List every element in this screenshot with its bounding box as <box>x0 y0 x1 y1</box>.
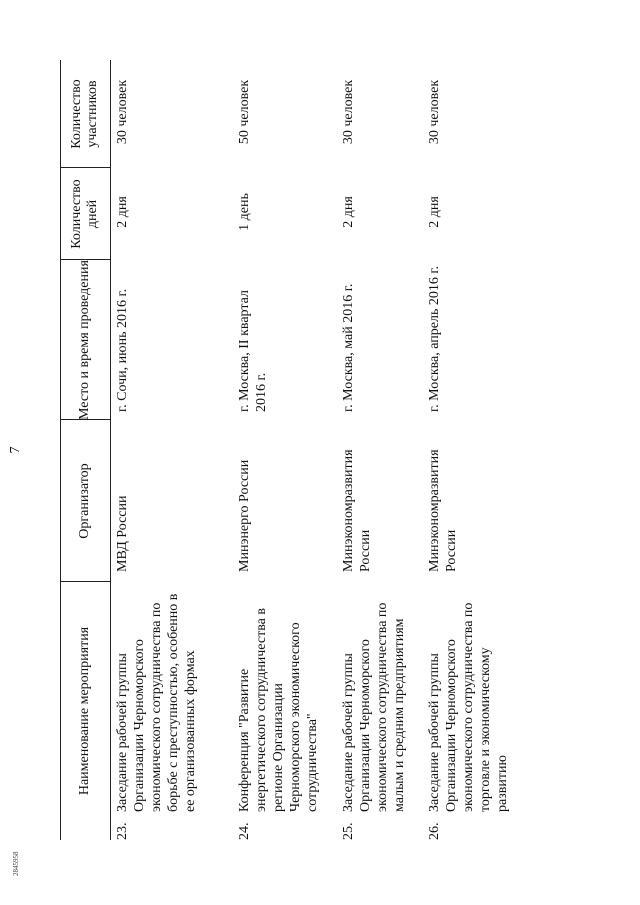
place-time: г. Москва, май 2016 г. <box>341 283 356 412</box>
event-name: Заседание рабочей группы Организации Черноморского экономического сотрудничества по торговле и экономическому развитию <box>427 602 510 812</box>
days-count: 2 дня <box>427 196 442 228</box>
participants-count: 50 человек <box>237 79 252 145</box>
days-count: 2 дня <box>115 196 130 228</box>
place-time: г. Сочи, июнь 2016 г. <box>115 288 130 412</box>
event-name: Заседание рабочей группы Организации Черноморского экономического сотрудничества по борьбе с преступностью, особенно в ее организованных формах <box>115 593 198 812</box>
participants-count: 30 человек <box>115 79 130 145</box>
header-event-name: Наименование мероприятия <box>77 626 92 796</box>
rotated-content <box>8 60 580 840</box>
table-header <box>60 60 110 840</box>
organizer: Минэнерго России <box>237 459 252 572</box>
header-place-time: Место и время проведения <box>77 260 92 420</box>
place-time: г. Москва, II квартал 2016 г. <box>237 290 269 412</box>
row-number: 26. <box>427 822 442 840</box>
row-number: 23. <box>115 822 130 840</box>
participants-count: 30 человек <box>427 79 442 145</box>
organizer: Минэкономразвития России <box>427 449 459 572</box>
document-stamp: 2845958 <box>12 851 20 876</box>
organizer: МВД России <box>115 495 130 572</box>
page-number: 7 <box>8 446 23 454</box>
header-organizer: Организатор <box>77 463 92 539</box>
header-bottom-rule <box>110 60 111 840</box>
header-days: Количество дней <box>69 179 100 249</box>
days-count: 1 день <box>237 193 252 231</box>
event-name: Заседание рабочей группы Организации Черноморского экономического сотрудничества по малым и средним предприятиям <box>341 602 407 812</box>
participants-count: 30 человек <box>341 79 356 145</box>
days-count: 2 дня <box>341 196 356 228</box>
header-participants: Количество участников <box>69 79 100 149</box>
row-number: 25. <box>341 822 356 840</box>
place-time: г. Москва, апрель 2016 г. <box>427 265 442 412</box>
organizer: Минэкономразвития России <box>341 449 373 572</box>
row-number: 24. <box>237 822 252 840</box>
event-name: Конференция "Развитие энергетического сотрудничества в регионе Организации Черноморского экономического сотрудничества" <box>237 608 320 812</box>
table-body <box>114 60 584 840</box>
